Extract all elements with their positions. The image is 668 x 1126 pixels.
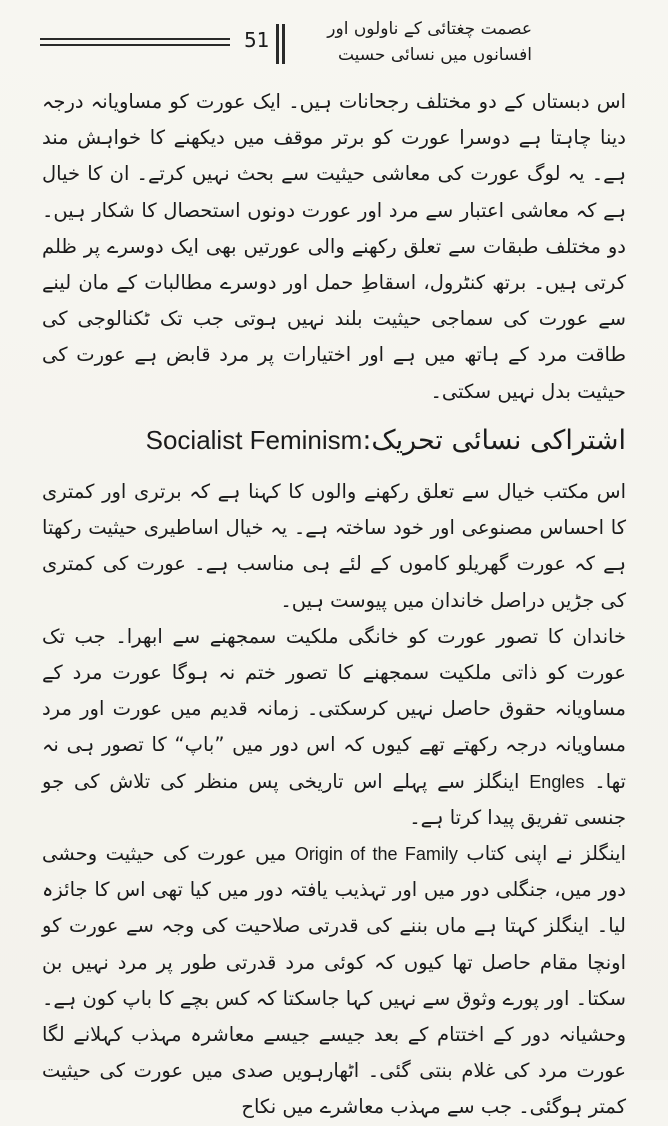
running-head-line: عصمت چغتائی کے ناولوں اور: [327, 19, 532, 39]
body-text-top: [42, 84, 626, 410]
book-title: Origin of the Family: [294, 844, 458, 865]
heading-urdu: اشتراکی نسائی تحریک:: [362, 425, 626, 456]
header-rule: [40, 38, 230, 40]
header-rule: [40, 44, 230, 46]
header-divider: [282, 24, 285, 64]
running-head-line: افسانوں میں نسائی حسیت: [337, 45, 532, 65]
heading-english: Socialist Feminism: [145, 425, 363, 455]
engles-term: Engles: [529, 771, 585, 792]
page-header: [0, 14, 668, 76]
paragraph: [42, 619, 626, 836]
paragraph-text: خاندان کا تصور عورت کو خانگی ملکیت سمجھنے سے ابھرا۔ جب تک عورت کو ذاتی ملکیت سمجھنے کا تصور ختم نہ ہوگا عورت مرد کے مساویانہ حقوق حاصل نہیں کرسکتی۔ زمانہ قدیم میں عورت اور مرد مساویانہ درجہ رکھتے تھے کیوں کہ اس دور میں ”باپ“ کا تصور ہی نہ تھا۔: [42, 624, 626, 793]
section-heading: [42, 420, 626, 461]
paragraph: اس دبستاں کے دو مختلف رجحانات ہیں۔ ایک عورت کو مساویانہ درجہ دینا چاہتا ہے دوسرا عورت کو برتر موقف میں دیکھنے کا خواہش مند ہے۔ یہ لوگ عورت کی معاشی حیثیت سے بحث نہیں کرتے۔ ان کا خیال ہے کہ معاشی اعتبار سے مرد اور عورت دونوں استحصال کا شکار ہیں۔ دو مختلف طبقات سے تعلق رکھنے والی عورتیں بھی ایک دوسرے پر ظلم کرتی ہیں۔ برتھ کنٹرول، اسقاطِ حمل اور دوسرے مطالبات کے مان لینے سے عورت کی سماجی حیثیت بلند نہیں ہوتی جب تک ٹکنالوجی کی طاقت مرد کے ہاتھ میں ہے اور اختیارات پر مرد قابض ہے عورت کی حیثیت بدل نہیں سکتی۔: [42, 90, 626, 403]
header-divider: [276, 24, 279, 64]
page-number: 51: [244, 28, 270, 52]
paragraph-text: میں عورت کی حیثیت وحشی دور میں، جنگلی دور میں اور تہذیب یافتہ دور میں کیا تھی اس کا جائزہ لیا۔ اینگلز کہتا ہے ماں بننے کی قدرتی صلاحیت کی وجہ سے عورت کو اونچا مقام حاصل تھا کیوں کہ کوئی مرد قدرتی طور پر مرد نہیں بن سکتا۔ اور پورے وثوق سے نہیں کہا جاسکتا کہ کس بچے کا باپ کون ہے۔ وحشیانہ دور کے اختتام کے بعد جیسے جیسے معاشرہ مہذب کہلانے لگا عورت مرد کی غلام بنتی گئی۔ اٹھارہویں صدی میں عورت کی حیثیت کمتر ہوگئی۔ جب سے مہذب معاشرے میں نکاح: [42, 842, 626, 1119]
running-head: [292, 16, 532, 68]
paragraph: [42, 836, 626, 1126]
body-text-bottom: [42, 474, 626, 1126]
paragraph: اس مکتب خیال سے تعلق رکھنے والوں کا کہنا ہے کہ برتری اور کمتری کا احساس مصنوعی اور خود ساختہ ہے۔ یہ خیال اساطیری حیثیت رکھتا ہے کہ عورت گھریلو کاموں کے لئے ہی مناسب ہے۔ عورت کی کمتری کی جڑیں دراصل خاندان میں پیوست ہیں۔: [42, 480, 626, 612]
paragraph-text: اینگلز نے اپنی کتاب: [466, 842, 626, 866]
paragraph-text: اینگلز سے پہلے اس تاریخی پس منظر کی تلاش کی جو جنسی تفریق پیدا کرتا ہے۔: [42, 769, 626, 829]
